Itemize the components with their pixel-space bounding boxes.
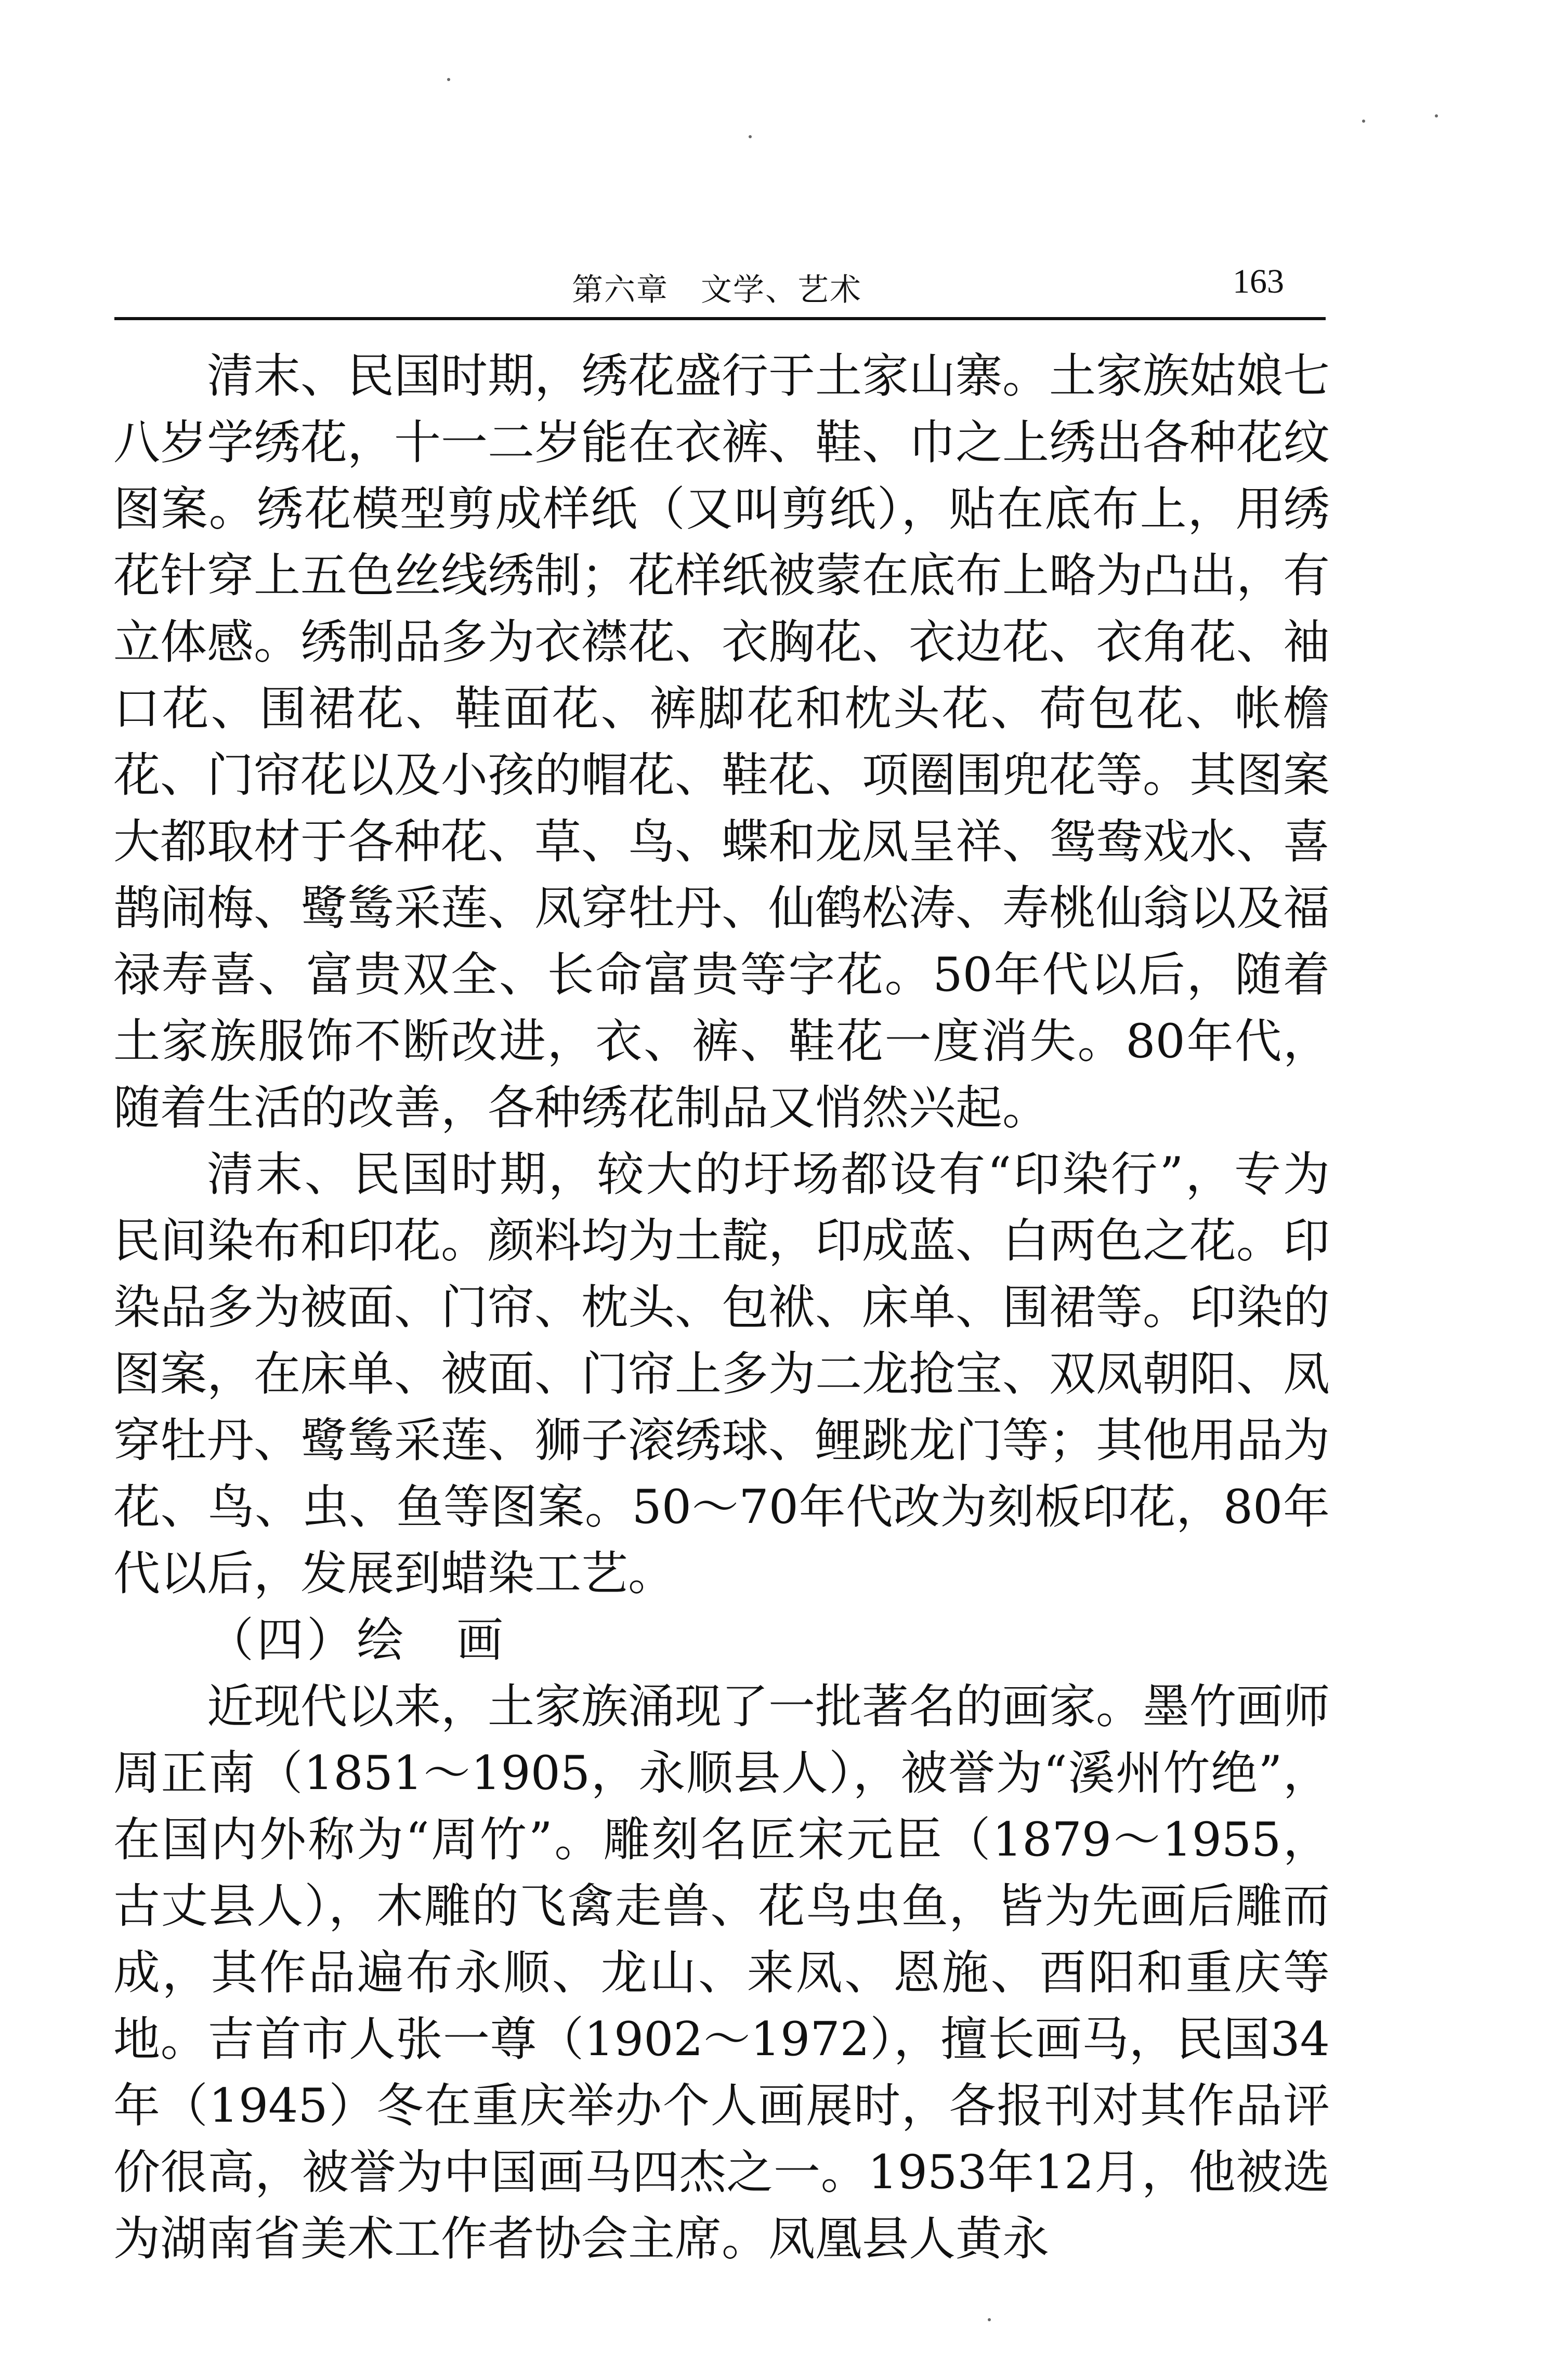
scan-speck (447, 78, 450, 81)
scan-speck (749, 135, 752, 138)
scan-speck (988, 2318, 991, 2321)
scan-speck (1362, 120, 1365, 123)
page-number: 163 (1233, 262, 1284, 300)
chapter-title: 第六章 文学、艺术 (572, 272, 862, 308)
paragraph-painters: 近现代以来，土家族涌现了一批著名的画家。墨竹画师周正南（1851～1905，永顺县人），被誉为“溪州竹绝”，在国内外称为“周竹”。雕刻名匠宋元臣（1879～1955，古丈县人），木雕的飞禽走兽、花鸟虫鱼，皆为先画后雕而成，其作品遍布永顺、龙山、来凤、恩施、酉阳和重庆等地。吉首市人张一尊（1902～1972），擅长画马，民国34年（1945）冬在重庆举办个人画展时，各报刊对其作品评价很高，被誉为中国画马四杰之一。1953年12月，他被选为湖南省美术工作者协会主席。凤凰县人黄永 (113, 1679, 1330, 2266)
body-text (113, 343, 1330, 2272)
scan-speck (1435, 114, 1438, 117)
page-header (114, 255, 1326, 320)
section-heading-painting: （四）绘 画 (207, 1613, 506, 1667)
paragraph-dyeing: 清末、民国时期，较大的圩场都设有“印染行”，专为民间染布和印花。颜料均为土靛，印成蓝、白两色之花。印染品多为被面、门帘、枕头、包袱、床单、围裙等。印染的图案，在床单、被面、门帘上多为二龙抢宝、双凤朝阳、凤穿牡丹、鹭鸶采莲、狮子滚绣球、鲤跳龙门等；其他用品为花、鸟、虫、鱼等图案。50～70年代改为刻板印花，80年代以后，发展到蜡染工艺。 (113, 1147, 1330, 1601)
paragraph-embroidery: 清末、民国时期，绣花盛行于土家山寨。土家族姑娘七八岁学绣花，十一二岁能在衣裤、鞋、巾之上绣出各种花纹图案。绣花模型剪成样纸（又叫剪纸），贴在底布上，用绣花针穿上五色丝线绣制；花样纸被蒙在底布上略为凸出，有立体感。绣制品多为衣襟花、衣胸花、衣边花、衣角花、袖口花、围裙花、鞋面花、裤脚花和枕头花、荷包花、帐檐花、门帘花以及小孩的帽花、鞋花、项圈围兜花等。其图案大都取材于各种花、草、鸟、蝶和龙凤呈祥、鸳鸯戏水、喜鹊闹梅、鹭鸶采莲、凤穿牡丹、仙鹤松涛、寿桃仙翁以及福禄寿喜、富贵双全、长命富贵等字花。50年代以后，随着土家族服饰不断改进，衣、裤、鞋花一度消失。80年代，随着生活的改善，各种绣花制品又悄然兴起。 (113, 349, 1330, 1135)
